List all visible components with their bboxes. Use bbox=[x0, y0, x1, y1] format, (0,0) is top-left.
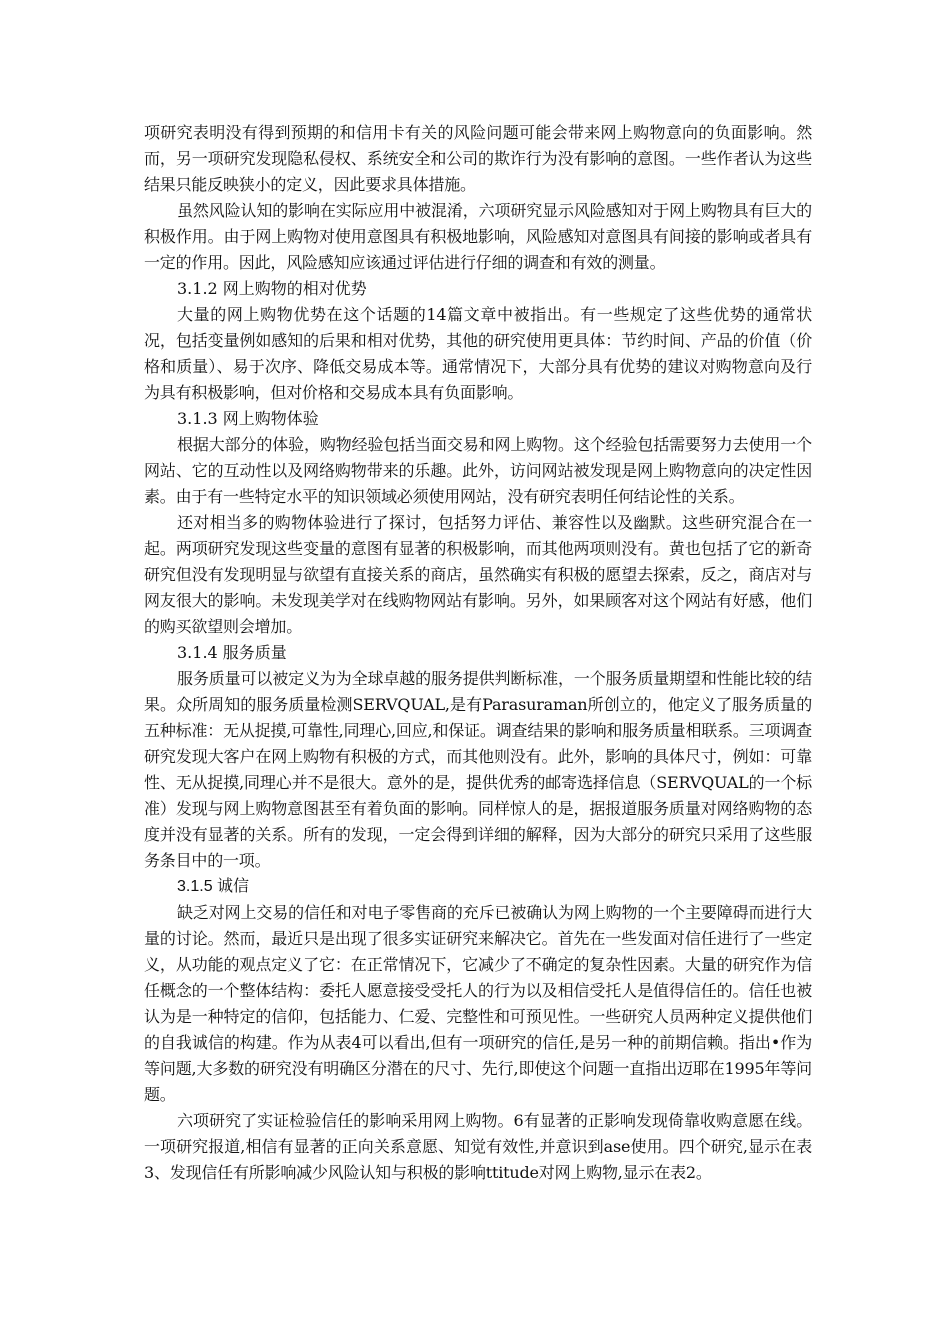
paragraph-continuation: 项研究表明没有得到预期的和信用卡有关的风险问题可能会带来网上购物意向的负面影响。然而，另一项研究发现隐私侵权、系统安全和公司的欺诈行为没有影响的意图。一些作者认为这些结果只能反映狭小的定义，因此要求具体措施。 bbox=[144, 123, 812, 194]
paragraph-trust-2: 六项研究了实证检验信任的影响采用网上购物。6有显著的正影响发现倚靠收购意愿在线。一项研究报道,相信有显著的正向关系意愿、知觉有效性,并意识到ase使用。四个研究,显示在表3、发现信任有所影响减少风险认知与积极的影响ttitude对网上购物,显示在表2。 bbox=[144, 1111, 812, 1182]
section-heading-3-1-5: 3.1.5 诚信 bbox=[177, 878, 250, 895]
paragraph-shopping-experience-2: 还对相当多的购物体验进行了探讨，包括努力评估、兼容性以及幽默。这些研究混合在一起。两项研究发现这些变量的意图有显著的积极影响，而其他两项则没有。黄也包括了它的新奇研究但没有发现明显与欲望有直接关系的商店，虽然确实有积极的愿望去探索，反之，商店对与网友很大的影响。未发现美学对在线购物网站有影响。另外，如果顾客对这个网站有好感，他们的购买欲望则会增加。 bbox=[144, 513, 812, 636]
paragraph-risk-perception: 虽然风险认知的影响在实际应用中被混淆，六项研究显示风险感知对于网上购物具有巨大的积极作用。由于网上购物对使用意图具有积极地影响，风险感知对意图具有间接的影响或者具有一定的作用。因此，风险感知应该通过评估进行仔细的调查和有效的测量。 bbox=[144, 201, 812, 272]
paragraph-shopping-experience-1: 根据大部分的体验，购物经验包括当面交易和网上购物。这个经验包括需要努力去使用一个网站、它的互动性以及网络购物带来的乐趣。此外，访问网站被发现是网上购物意向的决定性因素。由于有一些特定水平的知识领域必须使用网站，没有研究表明任何结论性的关系。 bbox=[144, 435, 812, 506]
section-heading-3-1-3: 3.1.3 网上购物体验 bbox=[177, 409, 319, 428]
paragraph-trust-1: 缺乏对网上交易的信任和对电子零售商的充斥已被确认为网上购物的一个主要障碍而进行大量的讨论。然而，最近只是出现了很多实证研究来解决它。首先在一些发面对信任进行了一些定义，从功能的观点定义了它：在正常情况下，它减少了不确定的复杂性因素。大量的研究作为信任概念的一个整体结构：委托人愿意接受受托人的行为以及相信受托人是值得信任的。信任也被认为是一种特定的信仰，包括能力、仁爱、完整性和可预见性。一些研究人员两种定义提供他们的自我诚信的构建。作为从表4可以看出,但有一项研究的信任,是另一种的前期信赖。指出•作为等问题,大多数的研究没有明确区分潜在的尺寸、先行,即使这个问题一直指出迈耶在1995年等问题。 bbox=[144, 903, 812, 1104]
section-heading-3-1-2: 3.1.2 网上购物的相对优势 bbox=[177, 279, 367, 298]
document-page bbox=[144, 120, 812, 1186]
paragraph-service-quality: 服务质量可以被定义为为全球卓越的服务提供判断标准，一个服务质量期望和性能比较的结果。众所周知的服务质量检测SERVQUAL,是有Parasuraman所创立的，他定义了服务质量的五种标准：无从捉摸,可靠性,同理心,回应,和保证。调查结果的影响和服务质量相联系。三项调查研究发现大客户在网上购物有积极的方式，而其他则没有。此外，影响的具体尺寸，例如：可靠性、无从捉摸,同理心并不是很大。意外的是，提供优秀的邮寄选择信息（SERVQUAL的一个标准）发现与网上购物意图甚至有着负面的影响。同样惊人的是，据报道服务质量对网络购物的态度并没有显著的关系。所有的发现，一定会得到详细的解释，因为大部分的研究只采用了这些服务条目中的一项。 bbox=[144, 669, 812, 870]
section-heading-3-1-4: 3.1.4 服务质量 bbox=[177, 643, 287, 662]
paragraph-relative-advantage: 大量的网上购物优势在这个话题的14篇文章中被指出。有一些规定了这些优势的通常状况，包括变量例如感知的后果和相对优势，其他的研究使用更具体：节约时间、产品的价值（价格和质量）、易于次序、降低交易成本等。通常情况下，大部分具有优势的建议对购物意向及行为具有积极影响，但对价格和交易成本具有负面影响。 bbox=[144, 305, 812, 402]
